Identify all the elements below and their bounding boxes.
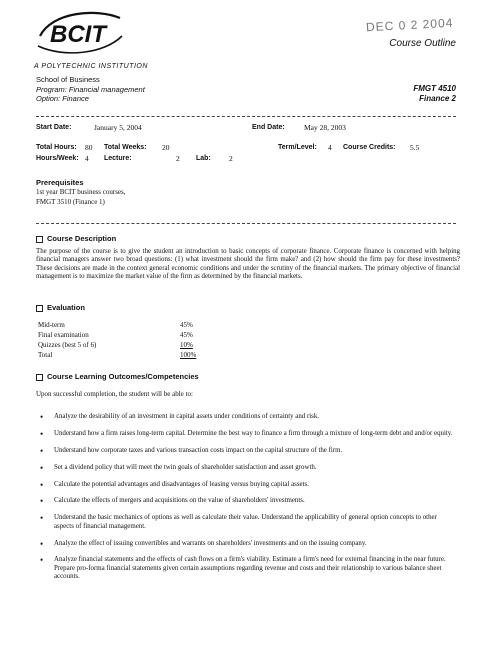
total-hours-label: Total Hours: [36,144,77,151]
lab-label: Lab: [196,155,211,162]
total-hours-value: 80 [85,143,93,152]
start-date-label: Start Date: [36,124,72,131]
eval-weight: 45% [180,331,193,339]
list-item: • Understand how a firm raises long-term capital. Determine the best way to finance a firm through a mixture of long-term debt and and/or equity. [38,430,458,438]
received-stamp: DEC 0 2 2004 [365,15,454,35]
course-credits-label: Course Credits: [343,144,396,151]
checkbox-icon [36,374,43,381]
lecture-value: 2 [176,154,180,163]
eval-item: Mid-term [38,321,65,329]
option-name: Option: Finance [36,94,89,103]
course-code: FMGT 4510 [413,84,456,93]
header-divider [36,116,456,117]
outcomes-intro: Upon successful completion, the student will be able to: [36,390,193,398]
list-item: • Set a dividend policy that will meet the twin goals of shareholder satisfaction and asset growth. [38,464,458,472]
course-name: Finance 2 [419,94,456,103]
prerequisite-line-2: FMGT 3510 (Finance 1) [36,198,105,206]
eval-item: Total [38,351,53,359]
eval-item: Quizzes (best 5 of 6) [38,341,97,349]
end-date-value: May 28, 2003 [304,123,346,132]
hours-week-label: Hours/Week: [36,155,79,162]
section-divider [36,223,456,224]
course-credits-value: 5.5 [410,143,420,152]
checkbox-icon [36,236,43,243]
eval-weight: 45% [180,321,193,329]
list-item: • Understand how corporate taxes and various transaction costs impact on the capital structure of the firm. [38,447,458,455]
evaluation-heading: Evaluation [36,303,85,312]
term-level-label: Term/Level: [278,144,317,151]
list-item: • Calculate the effects of mergers and acquisitions on the value of shareholders' investments. [38,497,458,505]
bcit-logo [34,6,126,62]
list-item: • Understand the basic mechanics of options as well as calculate their value. Understand the applicability of general option concepts to other aspects of financial management. [38,514,458,531]
description-text: The purpose of the course is to give the student an introduction to basic concepts of corporate finance. Corporate finance is concerned with helping financial managers answer two broad questions: (1) what investment should the firm make? and (2) how should the firm pay for these investments? These decisions are made in the context general economic conditions and under the scrutiny of the financial markets. The primary objective of financial management is to maximize the market value of the firm as determined by the financial markets. [36,248,460,281]
total-weeks-label: Total Weeks: [104,144,147,151]
term-level-value: 4 [328,143,332,152]
institution-tagline: A POLYTECHNIC INSTITUTION [34,63,148,70]
description-heading: Course Description [36,234,116,243]
eval-item: Final examination [38,331,89,339]
list-item: • Analyze financial statements and the effects of cash flows on a firm's viability. Estimate a firm's need for external financing in the near future. Prepare pro-forma financial statements given certain assumptions regarding revenue and costs and their relationship to various balance sheet accounts. [38,556,458,581]
prerequisites-heading: Prerequisites [36,178,84,187]
lab-value: 2 [229,154,233,163]
list-item: • Analyze the effect of issuing convertibles and warrants on shareholders' investments and on the issuing company. [38,540,458,548]
lecture-label: Lecture: [104,155,132,162]
eval-weight: 10% [180,341,193,349]
total-weeks-value: 20 [162,143,170,152]
end-date-label: End Date: [252,124,285,131]
school-name: School of Business [36,75,100,84]
list-item: • Analyze the desirability of an investment in capital assets under conditions of certainty and risk. [38,413,458,421]
eval-weight: 100% [180,351,197,359]
course-id-block [413,84,456,104]
school-block [36,75,145,104]
list-item: • Calculate the potential advantages and disadvantages of leasing versus buying capital assets. [38,481,458,489]
prerequisite-line-1: 1st year BCIT business courses, [36,188,126,196]
program-name: Program: Financial management [36,84,145,94]
outcomes-list [38,413,458,590]
checkbox-icon [36,305,43,312]
document-type: Course Outline [389,38,456,49]
svg-text:BCIT: BCIT [50,21,106,48]
start-date-value: January 5, 2004 [94,123,142,132]
outcomes-heading: Course Learning Outcomes/Competencies [36,372,199,381]
hours-week-value: 4 [85,154,89,163]
